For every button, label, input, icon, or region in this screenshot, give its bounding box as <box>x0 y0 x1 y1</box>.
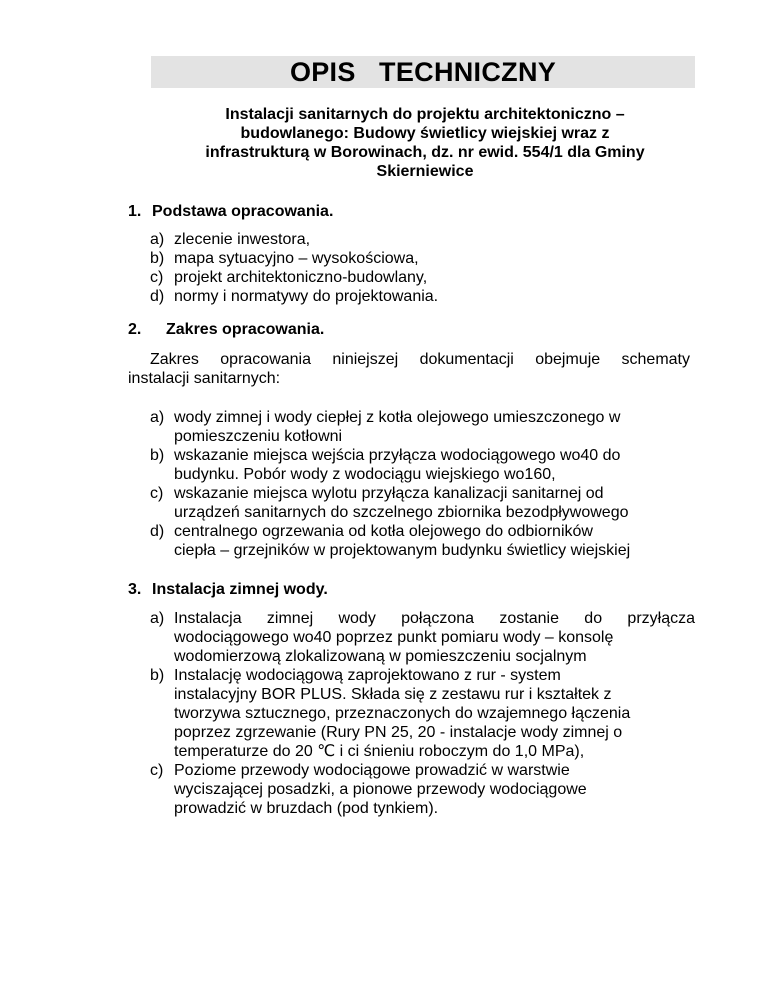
section-number: 3. <box>128 581 142 598</box>
list-item <box>150 761 695 818</box>
list-item <box>150 522 695 560</box>
list-item <box>150 666 695 761</box>
list-item <box>150 249 690 268</box>
section-2-heading <box>128 320 324 339</box>
list-text: budynku. Pobór wody z wodociągu wiejskiego wo160, <box>174 466 556 483</box>
list-text: urządzeń sanitarnych do szczelnego zbiornika bezodpływowego <box>174 504 629 521</box>
list-text: wody zimnej i wody ciepłej z kotła olejowego umieszczonego w <box>174 409 621 426</box>
list-text: centralnego ogrzewania od kotła olejowego do odbiorników <box>174 523 593 540</box>
list-text: temperaturze do 20 ℃ i ci śnieniu roboczym do 1,0 MPa), <box>174 743 585 760</box>
list-letter: a) <box>150 231 165 248</box>
list-letter: c) <box>150 762 164 779</box>
list-item <box>150 446 695 484</box>
section-2-list <box>150 408 695 560</box>
list-text: instalacyjny BOR PLUS. Składa się z zestawu rur i kształtek z <box>174 686 612 703</box>
intro-line: Zakres opracowania niniejszej dokumentacji obejmuje schematy <box>150 351 690 368</box>
list-letter: b) <box>150 667 165 684</box>
list-text: Instalacja zimnej wody połączona zostanie do przyłącza <box>174 610 695 627</box>
subtitle-line: budowlanego: Budowy świetlicy wiejskiej wraz z <box>240 125 610 142</box>
intro-line: instalacji sanitarnych: <box>128 370 281 387</box>
list-text: normy i normatywy do projektowania. <box>174 288 439 305</box>
list-letter: c) <box>150 485 164 502</box>
list-text: prowadzić w bruzdach (pod tynkiem). <box>174 800 439 817</box>
section-title: Podstawa opracowania. <box>152 203 334 220</box>
document-title: OPIS TECHNICZNY <box>289 57 557 87</box>
section-1-heading <box>128 202 333 221</box>
section-2-intro <box>128 350 690 388</box>
list-text: wyciszającej posadzki, a pionowe przewody wodociągowe <box>174 781 587 798</box>
list-letter: b) <box>150 250 165 267</box>
subtitle-line: Instalacji sanitarnych do projektu architektoniczno – <box>225 106 625 123</box>
list-text: projekt architektoniczno-budowlany, <box>174 269 428 286</box>
list-text: wodociągowego wo40 poprzez punkt pomiaru wody – konsolę <box>174 629 614 646</box>
list-letter: d) <box>150 288 165 305</box>
list-letter: c) <box>150 269 164 286</box>
list-text: ciepła – grzejników w projektowanym budynku świetlicy wiejskiej <box>174 542 631 559</box>
section-1-list <box>150 230 690 306</box>
section-number: 1. <box>128 203 142 220</box>
list-letter: a) <box>150 610 165 627</box>
section-title: Instalacja zimnej wody. <box>152 581 328 598</box>
list-letter: d) <box>150 523 165 540</box>
list-item <box>150 609 695 666</box>
list-item <box>150 484 695 522</box>
list-text: wskazanie miejsca wylotu przyłącza kanalizacji sanitarnej od <box>174 485 604 502</box>
list-text: tworzywa sztucznego, przeznaczonych do wzajemnego łączenia <box>174 705 631 722</box>
subtitle-line: Skierniewice <box>376 163 474 180</box>
list-item <box>150 287 690 306</box>
list-text: zlecenie inwestora, <box>174 231 311 248</box>
subtitle-line: infrastrukturą w Borowinach, dz. nr ewid. 554/1 dla Gminy <box>205 144 645 161</box>
list-text: poprzez zgrzewanie (Rury PN 25, 20 - instalacje wody zimnej o <box>174 724 623 741</box>
list-text: Instalację wodociągową zaprojektowano z rur - system <box>174 667 561 684</box>
document-subtitle <box>170 105 680 181</box>
section-3-list <box>150 609 695 818</box>
list-item <box>150 268 690 287</box>
section-title: Zakres opracowania. <box>166 321 325 338</box>
list-item <box>150 230 690 249</box>
title-bar <box>151 56 695 88</box>
list-text: wodomierzową zlokalizowaną w pomieszczeniu socjalnym <box>174 648 587 665</box>
list-text: Poziome przewody wodociągowe prowadzić w warstwie <box>174 762 570 779</box>
list-letter: b) <box>150 447 165 464</box>
list-letter: a) <box>150 409 165 426</box>
list-item <box>150 408 695 446</box>
list-text: wskazanie miejsca wejścia przyłącza wodociągowego wo40 do <box>174 447 621 464</box>
section-number: 2. <box>128 321 142 338</box>
list-text: mapa sytuacyjno – wysokościowa, <box>174 250 419 267</box>
section-3-heading <box>128 580 328 599</box>
list-text: pomieszczeniu kotłowni <box>174 428 343 445</box>
